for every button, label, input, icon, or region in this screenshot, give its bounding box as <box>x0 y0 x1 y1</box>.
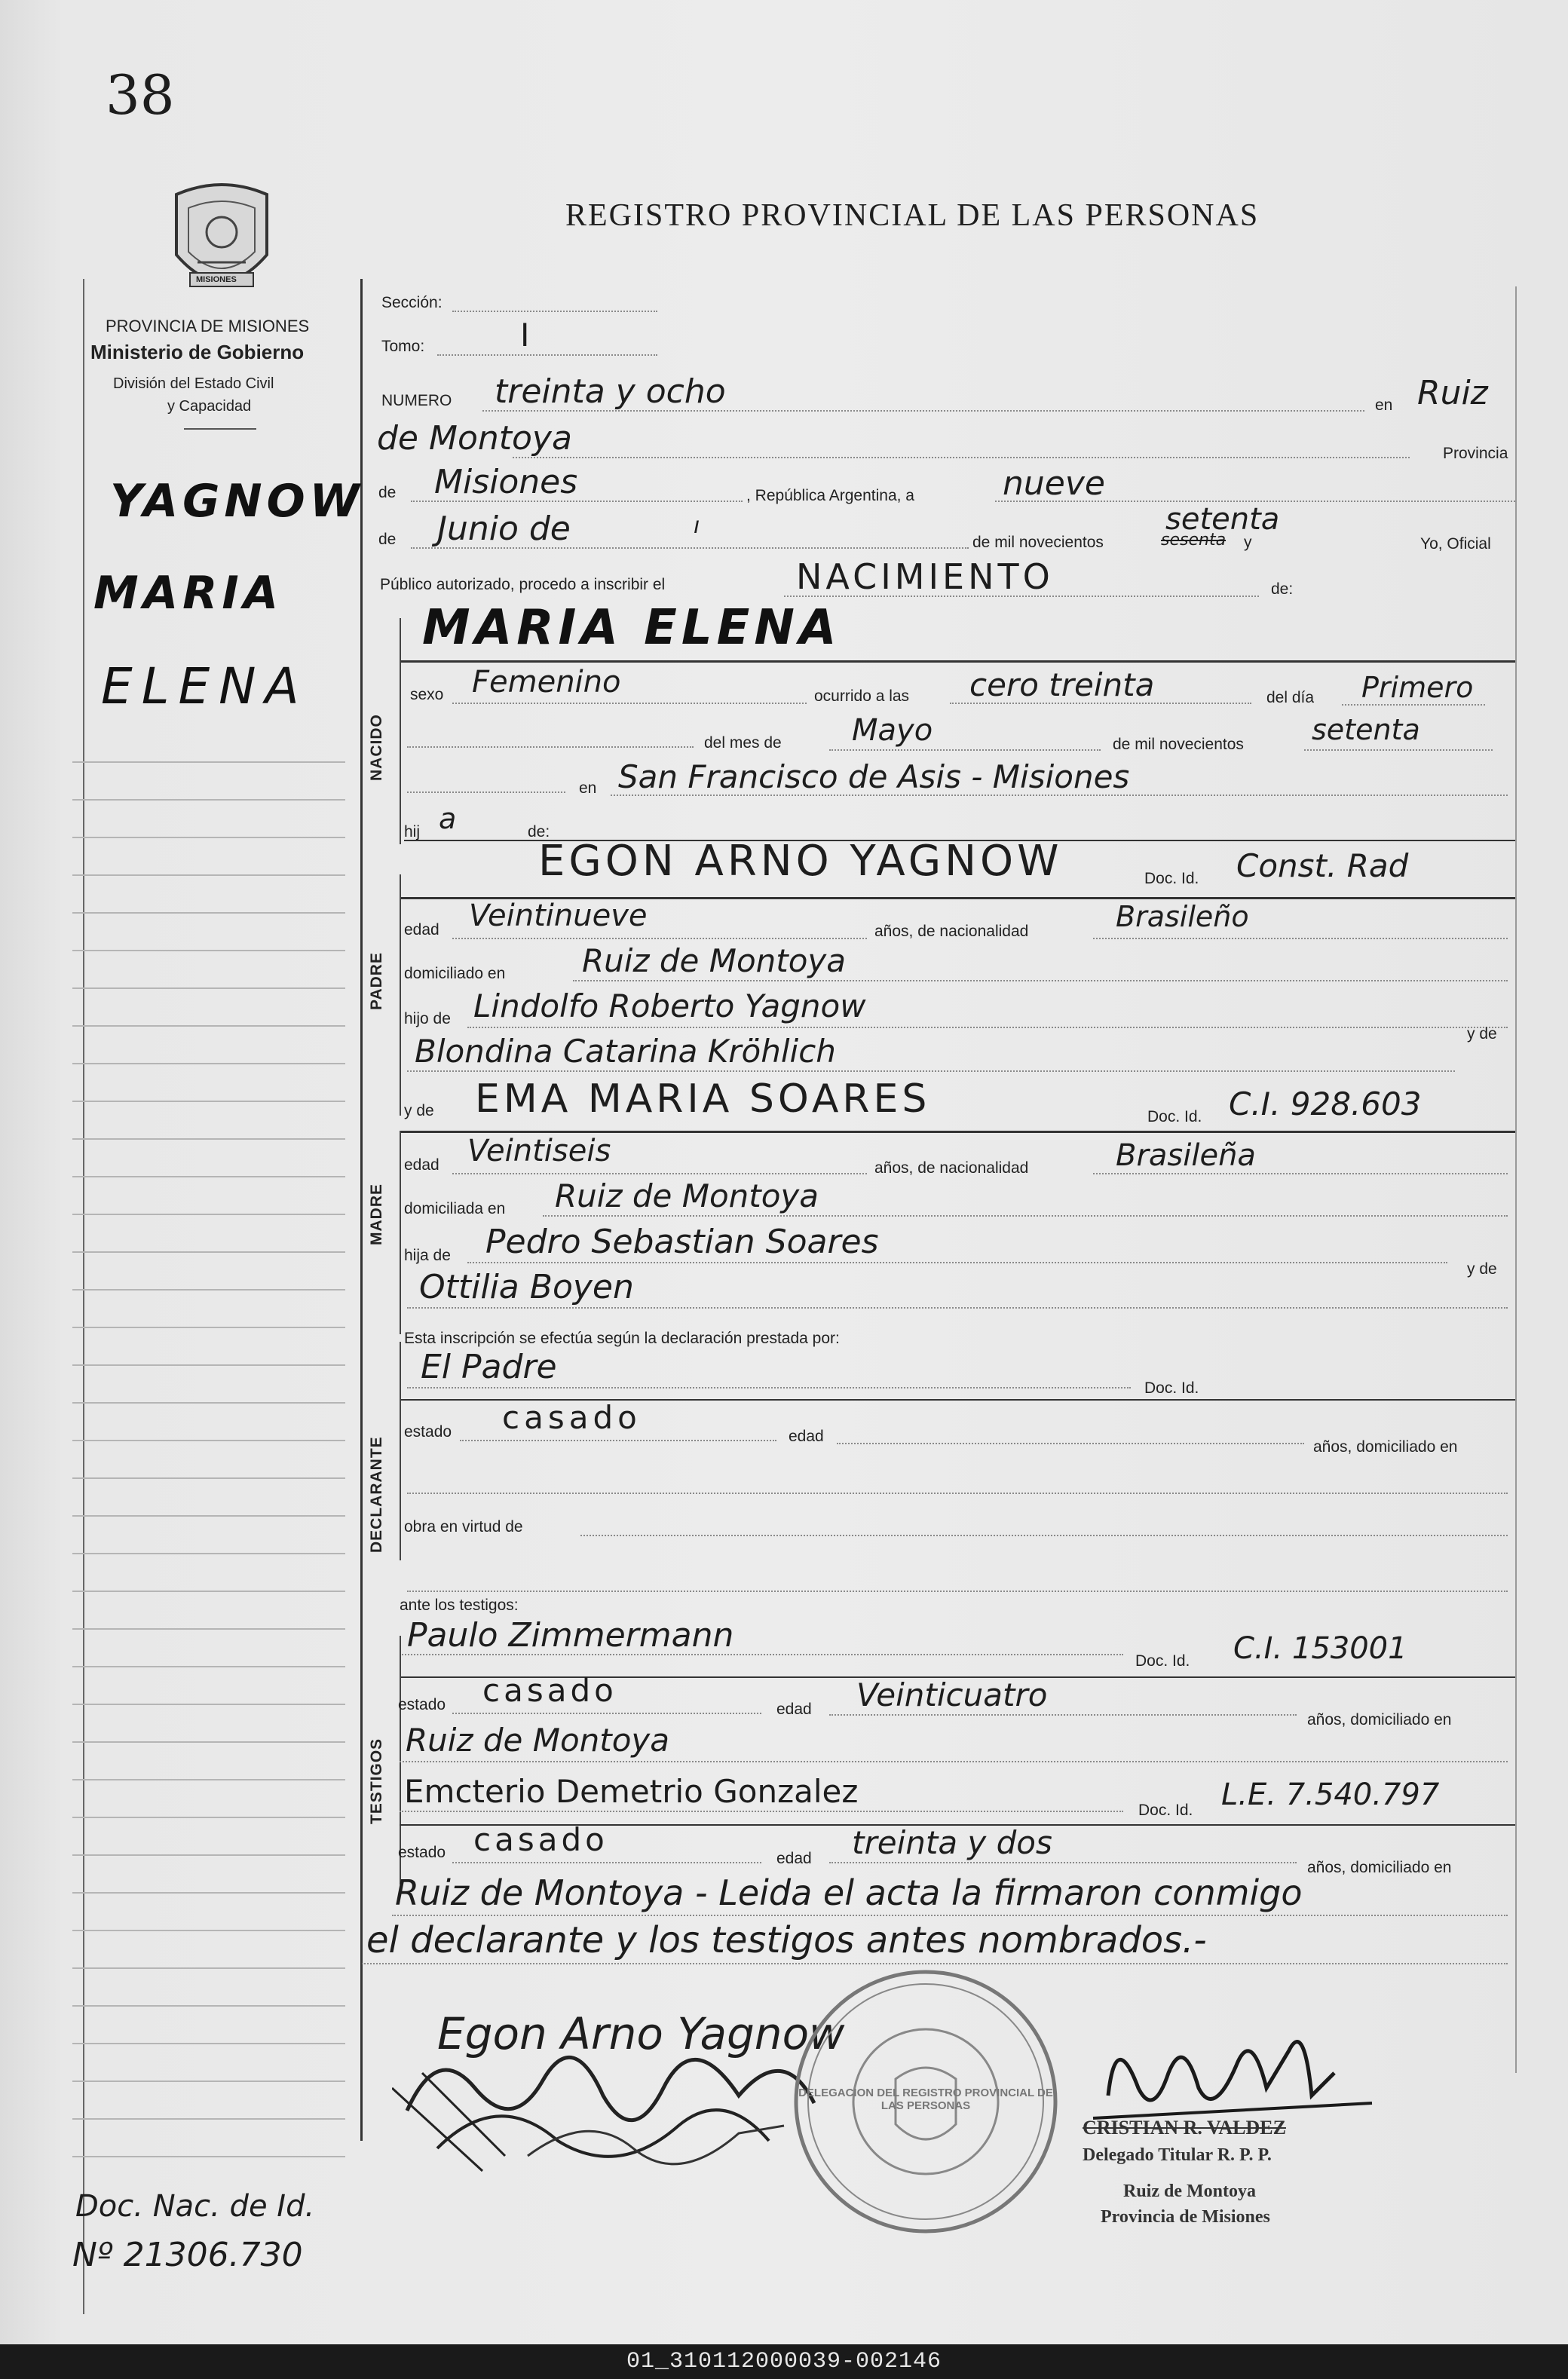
field-madre: EMA MARIA SOARES <box>475 1076 931 1122</box>
signature-declarante-text: Egon Arno Yagnow <box>437 2008 845 2059</box>
label-estado-testigo1: estado <box>398 1696 446 1713</box>
margin-surname: YAGNOW <box>110 475 364 528</box>
label-provincia: Provincia <box>1443 445 1508 462</box>
label-estado-testigo2: estado <box>398 1844 446 1861</box>
label-dom-testigo2: años, domiciliado en <box>1307 1859 1452 1876</box>
header-title: REGISTRO PROVINCIAL DE LAS PERSONAS <box>565 198 1260 233</box>
label-yo-oficial: Yo, Oficial <box>1420 535 1491 553</box>
left-margin-border <box>83 279 84 2314</box>
label-y: y <box>1244 534 1252 551</box>
seal-text: DELEGACION DEL REGISTRO PROVINCIAL DE LAS PERSONAS <box>798 2087 1053 2112</box>
field-decl-estado: casado <box>502 1399 642 1436</box>
stamp-name: CRISTIAN R. VALDEZ <box>1083 2117 1286 2139</box>
main-form-border <box>360 279 363 2141</box>
label-del-mes: del mes de <box>704 734 782 752</box>
label-dom-declarante: años, domiciliado en <box>1313 1438 1458 1456</box>
field-testigo1-doc: C.I. 153001 <box>1233 1631 1407 1666</box>
label-dom-padre: domiciliado en <box>404 965 506 982</box>
label-y-de-madre-2: y de <box>1467 1260 1497 1278</box>
label-dom-testigo1: años, domiciliado en <box>1307 1711 1452 1728</box>
field-tomo: I <box>520 317 530 354</box>
field-en: Ruiz <box>1417 374 1488 412</box>
field-padre-doc: Const. Rad <box>1236 847 1409 884</box>
right-form-border <box>1515 286 1517 2073</box>
label-nac-madre: años, de nacionalidad <box>874 1159 1029 1177</box>
field-mes: Junio de <box>437 510 571 548</box>
field-provincia: Misiones <box>434 463 578 501</box>
field-dia-nac: Primero <box>1361 671 1474 704</box>
province-emblem <box>167 179 276 302</box>
section-nacido: NACIDO <box>368 714 385 781</box>
field-padre: EGON ARNO YAGNOW <box>538 837 1063 886</box>
field-madre-edad: Veintiseis <box>467 1134 611 1168</box>
field-testigo1-estado: casado <box>482 1672 617 1709</box>
section-padre: PADRE <box>368 952 385 1010</box>
page-number: 38 <box>106 63 175 127</box>
label-y-de-madre: y de <box>404 1102 434 1119</box>
label-de-mil: de mil novecientos <box>972 534 1104 551</box>
label-edad-madre: edad <box>404 1156 439 1174</box>
margin-first-name: MARIA <box>93 567 283 620</box>
label-ocurrido: ocurrido a las <box>814 687 910 705</box>
label-de-colon: de: <box>1271 580 1294 598</box>
official-seal <box>790 1966 1061 2237</box>
label-hij: hij <box>404 823 421 840</box>
section-declarante: DECLARANTE <box>368 1436 385 1553</box>
field-mes-nac: Mayo <box>852 713 933 748</box>
field-madre-madre: Ottilia Boyen <box>419 1268 634 1306</box>
label-doc-madre: Doc. Id. <box>1147 1108 1202 1125</box>
office-underline <box>184 428 256 430</box>
label-del-dia: del día <box>1266 689 1315 706</box>
margin-doc-line-1: Doc. Nac. de Id. <box>75 2189 315 2224</box>
field-madre-nac: Brasileña <box>1116 1138 1256 1173</box>
field-testigo2-doc: L.E. 7.540.797 <box>1221 1777 1440 1812</box>
margin-second-name: ELENA <box>101 657 308 715</box>
label-edad-padre: edad <box>404 921 439 938</box>
field-hij: a <box>439 802 457 835</box>
field-nombre: MARIA ELENA <box>422 600 841 656</box>
label-edad-testigo1: edad <box>776 1701 812 1718</box>
field-testigo1-dom: Ruiz de Montoya <box>406 1722 670 1759</box>
label-doc-testigo2: Doc. Id. <box>1138 1802 1193 1819</box>
stamp-title: Delegado Titular R. P. P. <box>1083 2145 1272 2165</box>
label-de-mil-2: de mil novecientos <box>1113 736 1244 753</box>
field-numero: treinta y ocho <box>495 372 726 411</box>
field-anio-nac: setenta <box>1312 713 1420 746</box>
label-de-2: de <box>378 531 397 548</box>
field-testigo1: Paulo Zimmermann <box>407 1616 734 1655</box>
stamp-city: Ruiz de Montoya <box>1123 2182 1256 2201</box>
label-sexo: sexo <box>410 686 444 703</box>
field-testigo1-edad: Veinticuatro <box>856 1676 1048 1713</box>
office-ministry: Ministerio de Gobierno <box>90 341 305 363</box>
label-doc-padre: Doc. Id. <box>1144 870 1199 887</box>
closing-line-2: el declarante y los testigos antes nombrados.- <box>366 1919 1207 1961</box>
field-padre-edad: Veintinueve <box>469 899 648 933</box>
field-padre-madre: Blondina Catarina Kröhlich <box>415 1033 836 1070</box>
field-testigo2-edad: treinta y dos <box>852 1824 1052 1861</box>
field-padre-dom: Ruiz de Montoya <box>582 942 847 979</box>
field-declarante: El Padre <box>421 1348 557 1386</box>
label-hija-de: hija de <box>404 1247 451 1264</box>
field-padre-hijo: Lindolfo Roberto Yagnow <box>473 987 866 1024</box>
label-republica: , República Argentina, a <box>746 487 914 504</box>
closing-line-1: Ruiz de Montoya - Leida el acta la firmaron conmigo <box>395 1872 1303 1913</box>
image-caption: 01_310112000039-002146 <box>626 2349 942 2374</box>
label-hijo-de: hijo de <box>404 1010 451 1027</box>
emblem-label: MISIONES <box>196 275 237 284</box>
field-madre-hija: Pedro Sebastian Soares <box>485 1223 879 1261</box>
label-estado-declarante: estado <box>404 1423 452 1441</box>
section-testigos: TESTIGOS <box>368 1738 385 1824</box>
label-de: de <box>378 484 397 501</box>
label-doc-testigo1: Doc. Id. <box>1135 1652 1190 1670</box>
field-padre-nac: Brasileño <box>1116 900 1249 933</box>
label-obra: obra en virtud de <box>404 1518 523 1535</box>
label-numero: NUMERO <box>381 392 452 409</box>
stamp-province: Provincia de Misiones <box>1101 2207 1270 2227</box>
field-madre-doc: C.I. 928.603 <box>1229 1085 1422 1122</box>
label-y-de-padre: y de <box>1467 1025 1497 1043</box>
label-inscripcion: Esta inscripción se efectúa según la declaración prestada por: <box>404 1330 840 1347</box>
label-edad-declarante: edad <box>789 1428 824 1445</box>
label-en: en <box>1375 396 1393 414</box>
label-seccion: Sección: <box>381 294 443 311</box>
label-nac-padre: años, de nacionalidad <box>874 923 1029 940</box>
label-edad-testigo2: edad <box>776 1850 812 1867</box>
field-lugar: San Francisco de Asis - Misiones <box>618 758 1130 795</box>
field-anio: setenta <box>1165 502 1280 537</box>
field-dia: nueve <box>1003 464 1105 503</box>
label-tomo: Tomo: <box>381 338 425 355</box>
label-doc-declarante: Doc. Id. <box>1144 1379 1199 1397</box>
office-division: División del Estado Civil <box>113 375 274 392</box>
field-acto: NACIMIENTO <box>796 556 1054 597</box>
field-en-cont: de Montoya <box>377 419 572 458</box>
section-madre: MADRE <box>368 1183 385 1245</box>
margin-doc-line-2: Nº 21306.730 <box>72 2236 303 2274</box>
office-division-2: y Capacidad <box>167 398 252 415</box>
field-mes-mark: ı <box>694 513 700 539</box>
label-dom-madre: domiciliada en <box>404 1200 506 1217</box>
label-publico: Público autorizado, procedo a inscribir el <box>380 576 666 593</box>
field-testigo2: Emcterio Demetrio Gonzalez <box>404 1773 859 1810</box>
field-sexo: Femenino <box>472 665 621 700</box>
office-province: PROVINCIA DE MISIONES <box>106 317 310 335</box>
field-testigo2-estado: casado <box>473 1821 608 1858</box>
label-ante: ante los testigos: <box>400 1597 519 1614</box>
field-madre-dom: Ruiz de Montoya <box>555 1177 819 1214</box>
field-anio-struck: sesenta <box>1161 531 1227 550</box>
label-en-lugar: en <box>579 779 597 797</box>
field-hora: cero treinta <box>969 666 1155 703</box>
label-de-hij: de: <box>528 823 550 840</box>
